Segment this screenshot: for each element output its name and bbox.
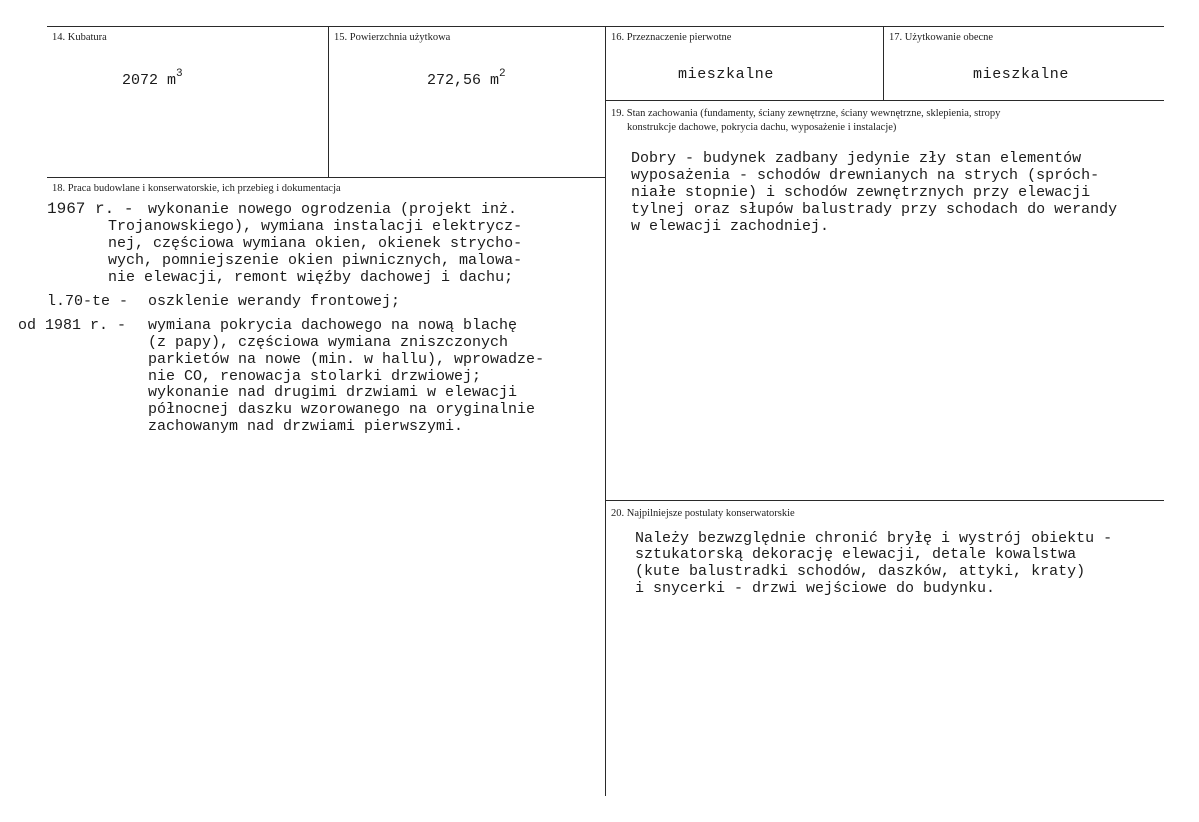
field-15-value (427, 70, 506, 89)
right-divider-f20 (605, 500, 1164, 501)
condition-line: Dobry - budynek zadbany jedynie zły stan elementów (631, 150, 1082, 167)
entry-line: wykonanie nowego ogrodzenia (projekt inż. (148, 201, 518, 218)
kubatura-unit: $m^3$ (167, 68, 183, 89)
entry-line: oszklenie werandy frontowej; (148, 293, 401, 310)
entry-line: północnej daszku wzorowanego na oryginalnie (148, 401, 536, 418)
field-16-label: 16. Przeznaczenie pierwotne (611, 32, 732, 43)
field-17-value: mieszkalne (973, 66, 1070, 83)
entry-line: wymiana pokrycia dachowego na nową blachę (148, 317, 518, 334)
entry-line: nej, częściowa wymiana okien, okienek strycho- (108, 235, 523, 252)
entry-line: Trojanowskiego), wymiana instalacji elektrycz- (108, 218, 523, 235)
entry-line: wych, pomniejszenie okien piwnicznych, malowa- (108, 252, 523, 269)
entry-date: 1967 r. - (47, 200, 134, 218)
field-17-label: 17. Użytkowanie obecne (889, 32, 994, 43)
vertical-divider-main (605, 26, 606, 796)
entry-line: parkietów na nowe (min. w hallu), wprowadze- (148, 351, 545, 368)
field-18-label: 18. Praca budowlane i konserwatorskie, ich przebieg i dokumentacja (52, 183, 341, 194)
vertical-divider-1 (328, 26, 329, 177)
entry-line: nie elewacji, remont więźby dachowej i dachu; (108, 269, 514, 286)
area-number: 272,56 (427, 72, 482, 89)
field-14-value (122, 70, 183, 89)
field-15-label: 15. Powierzchnia użytkowa (334, 32, 451, 43)
area-unit: $m^2$ (490, 68, 506, 89)
field-19-label-line2: konstrukcje dachowe, pokrycia dachu, wyposażenie i instalacje) (627, 122, 897, 133)
field-20-label: 20. Najpilniejsze postulaty konserwatorskie (611, 508, 795, 519)
condition-line: tylnej oraz słupów balustrady przy schodach do werandy (631, 201, 1118, 218)
entry-date: od 1981 r. - (18, 317, 127, 334)
row2-divider-left (47, 177, 605, 178)
postulate-line: (kute balustradki schodów, daszków, attyki, kraty) (635, 563, 1086, 580)
kubatura-number: 2072 (122, 72, 159, 89)
condition-line: niałe stopnie) i schodów zewnętrznych przy elewacji (631, 184, 1091, 201)
field-14-label: 14. Kubatura (52, 32, 107, 43)
entry-line: wykonanie nad drugimi drzwiami w elewacji (148, 384, 518, 401)
field-16-value: mieszkalne (678, 66, 775, 83)
entry-line: (z papy), częściowa wymiana zniszczonych (148, 334, 509, 351)
vertical-divider-3 (883, 26, 884, 100)
postulate-line: Należy bezwzględnie chronić bryłę i wystrój obiektu - (635, 530, 1113, 547)
field-19-label-line1: 19. Stan zachowania (fundamenty, ściany zewnętrzne, ściany wewnętrzne, sklepienia, stropy (611, 108, 1001, 119)
row1-divider-right (605, 100, 1164, 101)
entry-date: l.70-te - (47, 293, 129, 310)
condition-line: w elewacji zachodniej. (631, 218, 830, 235)
entry-line: zachowanym nad drzwiami pierwszymi. (148, 418, 464, 435)
postulate-line: i snycerki - drzwi wejściowe do budynku. (635, 580, 996, 597)
condition-line: wyposażenia - schodów drewnianych na strych (spróch- (631, 167, 1100, 184)
postulate-line: sztukatorską dekorację elewacji, detale kowalstwa (635, 546, 1077, 563)
entry-line: nie CO, renowacja stolarki drzwiowej; (148, 368, 482, 385)
